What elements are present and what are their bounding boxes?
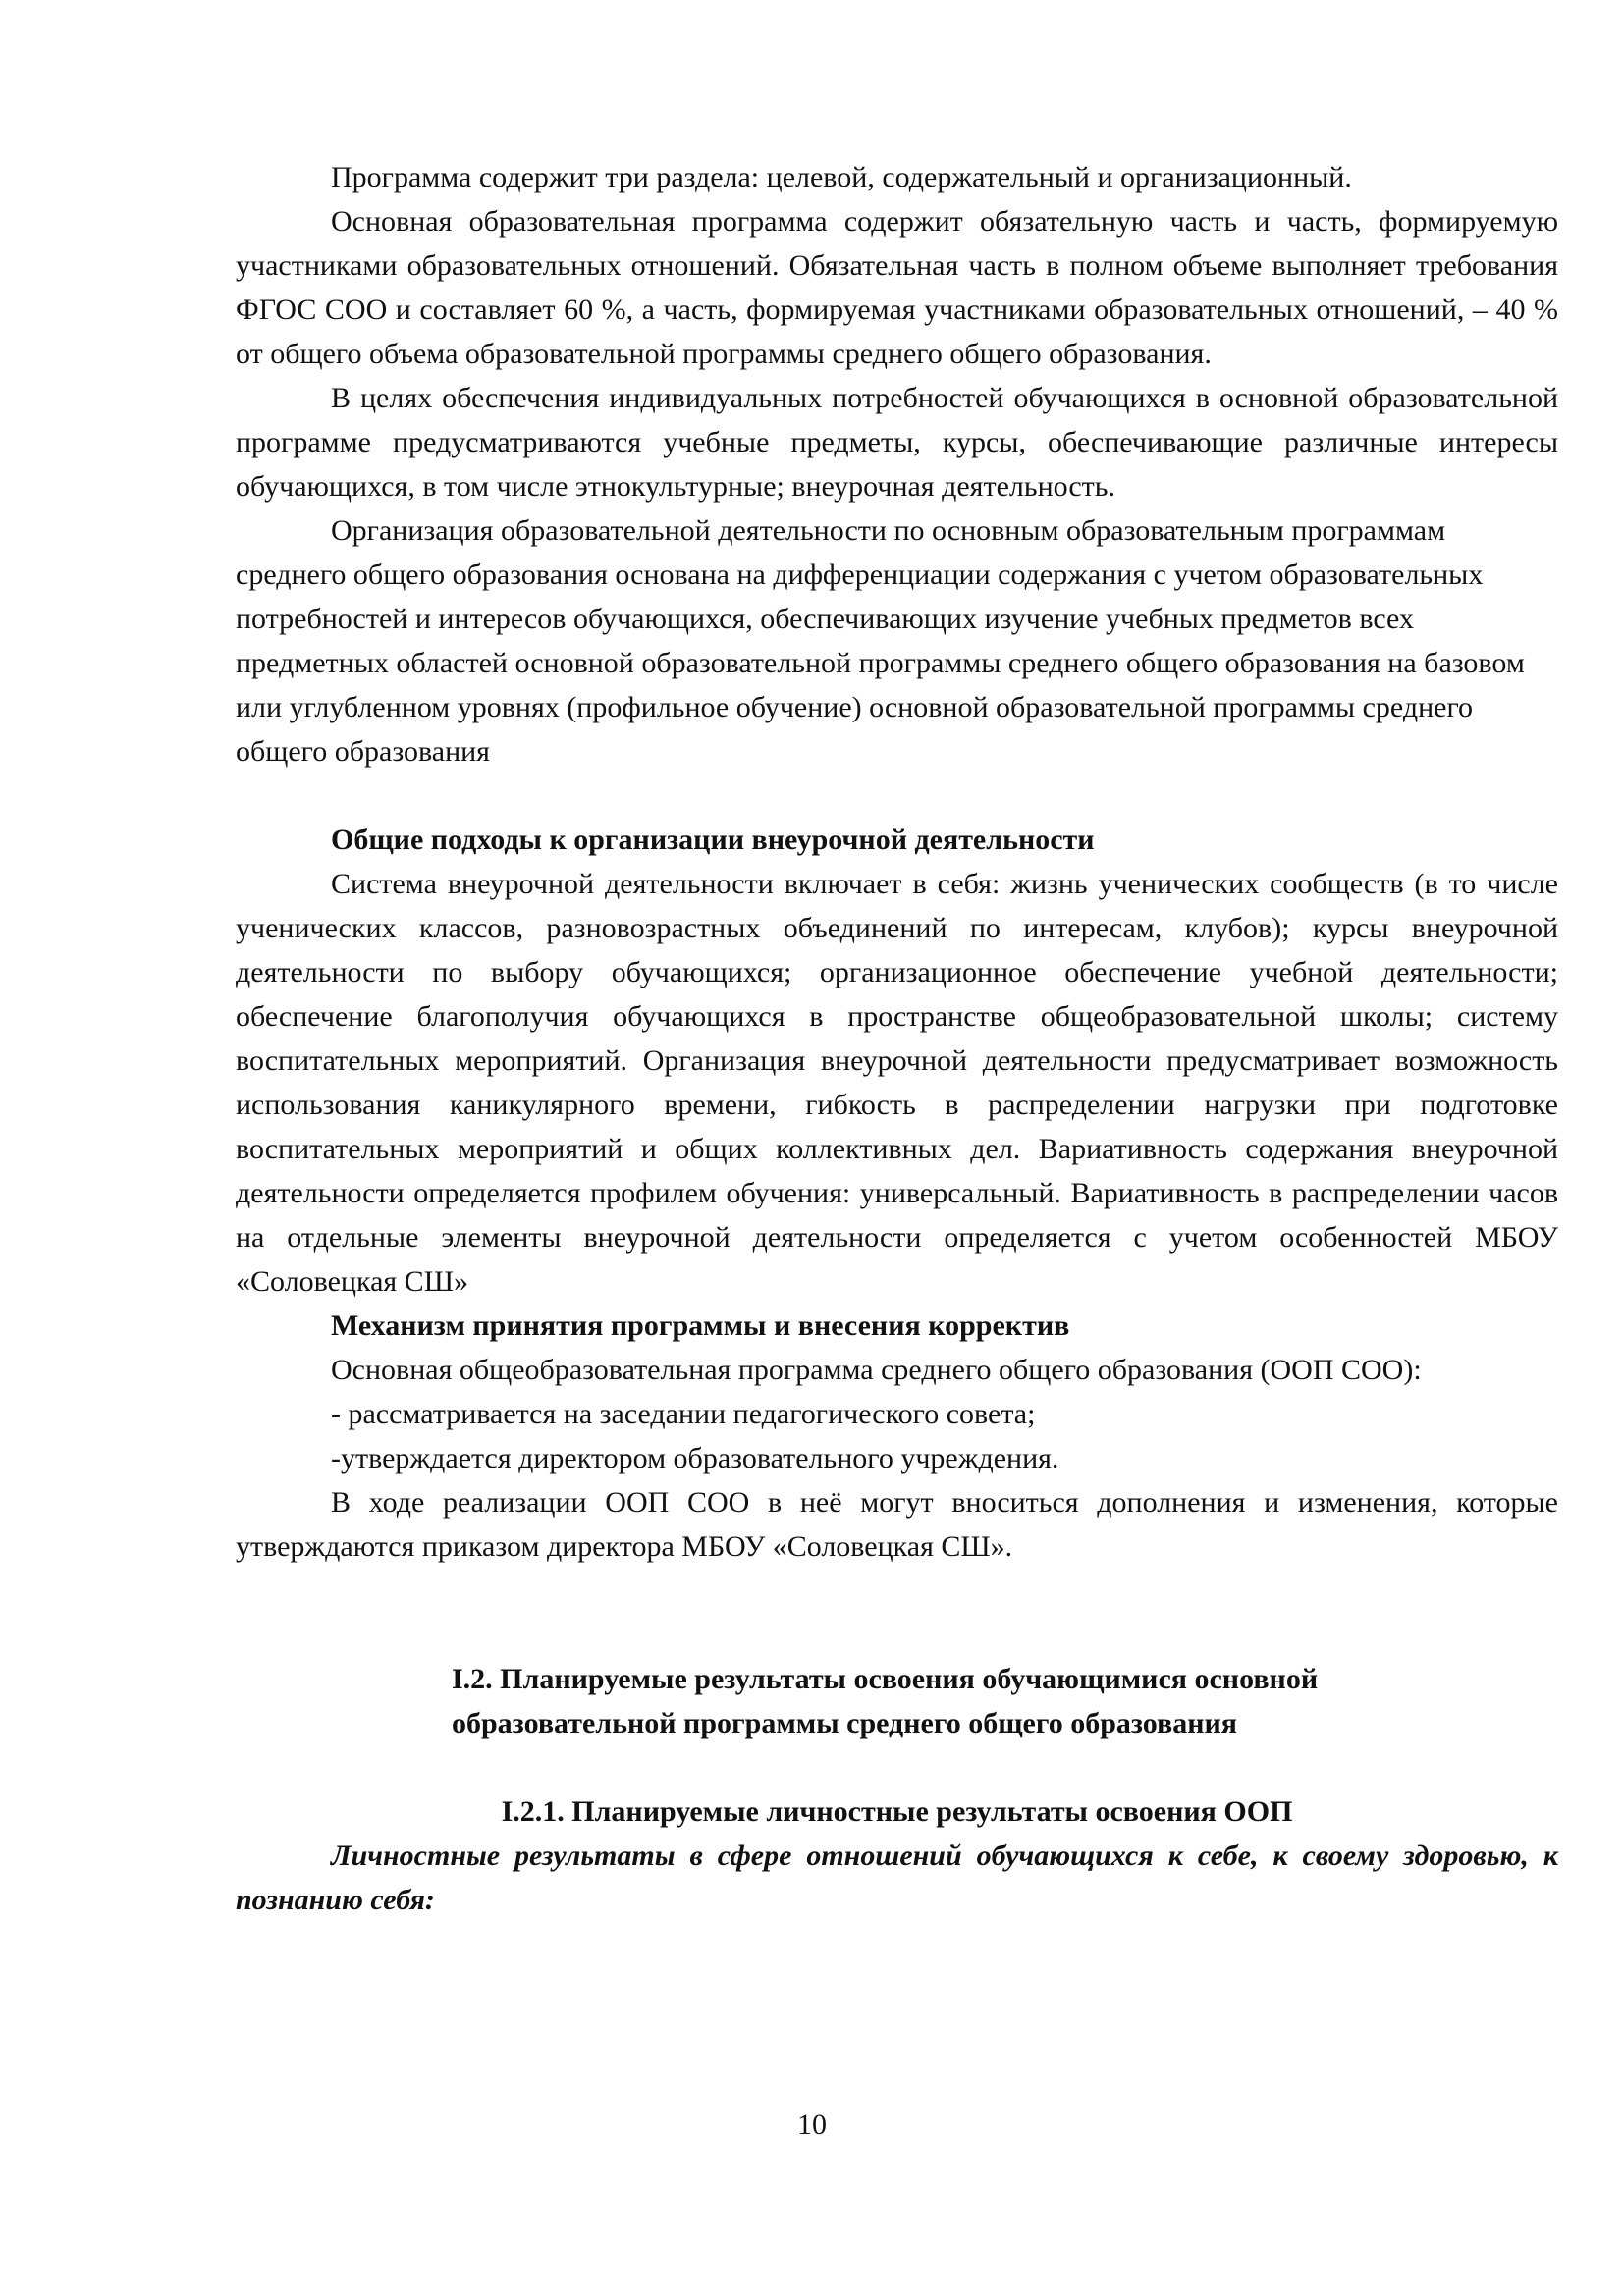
spacer [236,774,1558,818]
paragraph-mechanism-intro: Основная общеобразовательная программа среднего общего образования (ООП СОО): [331,1354,1422,1386]
section-heading-line-1: I.2. Планируемые результаты освоения обучающимися основной [452,1663,1319,1695]
lead-personal-results: Личностные результаты в сфере отношений обучающихся к себе, к своему здоровью, к познанию себя: [236,1840,1558,1916]
heading-extracurricular: Общие подходы к организации внеурочной деятельности [331,824,1095,856]
paragraph-program-parts: Основная образовательная программа содержит обязательную часть и часть, формируемую участниками образовательных отношений. Обязательная часть в полном объеме выполняет требования ФГОС СОО и составляет 60 %, а часть, формируемая участниками образовательных отношений, – 40 % от общего объема образовательной программы среднего общего образования. [236,205,1558,370]
list-item-approved: -утверждается директором образовательного учреждения. [331,1442,1059,1474]
paragraph-extracurricular: Система внеурочной деятельности включает в себя: жизнь ученических сообществ (в то числе ученических классов, разновозрастных объединений по интересам, клубов); курсы внеурочной деятельности по выбору обучающихся; организационное обеспечение учебной деятельности; обеспечение благополучия обучающихся в пространстве общеобразовательной школы; систему воспитательных мероприятий. Организация внеурочной деятельности предусматривает возможность использования каникулярного времени, гибкость в распределении нагрузки при подготовке воспитательных мероприятий и общих коллективных дел. Вариативность содержания внеурочной деятельности определяется профилем обучения: универсальный. Вариативность в распределении часов на отдельные элементы внеурочной деятельности определяется с учетом особенностей МБОУ «Соловецкая СШ» [236,868,1558,1298]
heading-mechanism: Механизм принятия программы и внесения корректив [331,1309,1070,1342]
paragraph-mechanism-closing: В ходе реализации ООП СОО в неё могут вноситься дополнения и изменения, которые утверждаются приказом директора МБОУ «Соловецкая СШ». [236,1486,1558,1563]
subheading-personal-results: I.2.1. Планируемые личностные результаты освоения ООП [501,1795,1293,1828]
section-heading-line-2: образовательной программы среднего общего образования [452,1707,1238,1739]
page-content [236,155,1558,1922]
section-heading-results [452,1657,1558,1745]
paragraph-individual-needs: В целях обеспечения индивидуальных потребностей обучающихся в основной образовательной программе предусматриваются учебные предметы, курсы, обеспечивающие различные интересы обучающихся, в том числе этнокультурные; внеурочная деятельность. [236,382,1558,503]
page-number: 10 [797,2109,827,2141]
spacer [236,1745,1558,1789]
paragraph-organization: Организация образовательной деятельности по основным образовательным программам среднего общего образования основана на дифференциации содержания с учетом образовательных потребностей и интересов обучающихся, обеспечивающих изучение учебных предметов всех предметных областей основной образовательной программы среднего общего образования на базовом или углубленном уровнях (профильное обучение) основной образовательной программы среднего общего образования [236,514,1525,768]
list-item-considered: - рассматривается на заседании педагогического совета; [331,1398,1036,1430]
spacer [236,1569,1558,1657]
paragraph-sections-intro: Программа содержит три раздела: целевой, содержательный и организационный. [331,161,1352,193]
